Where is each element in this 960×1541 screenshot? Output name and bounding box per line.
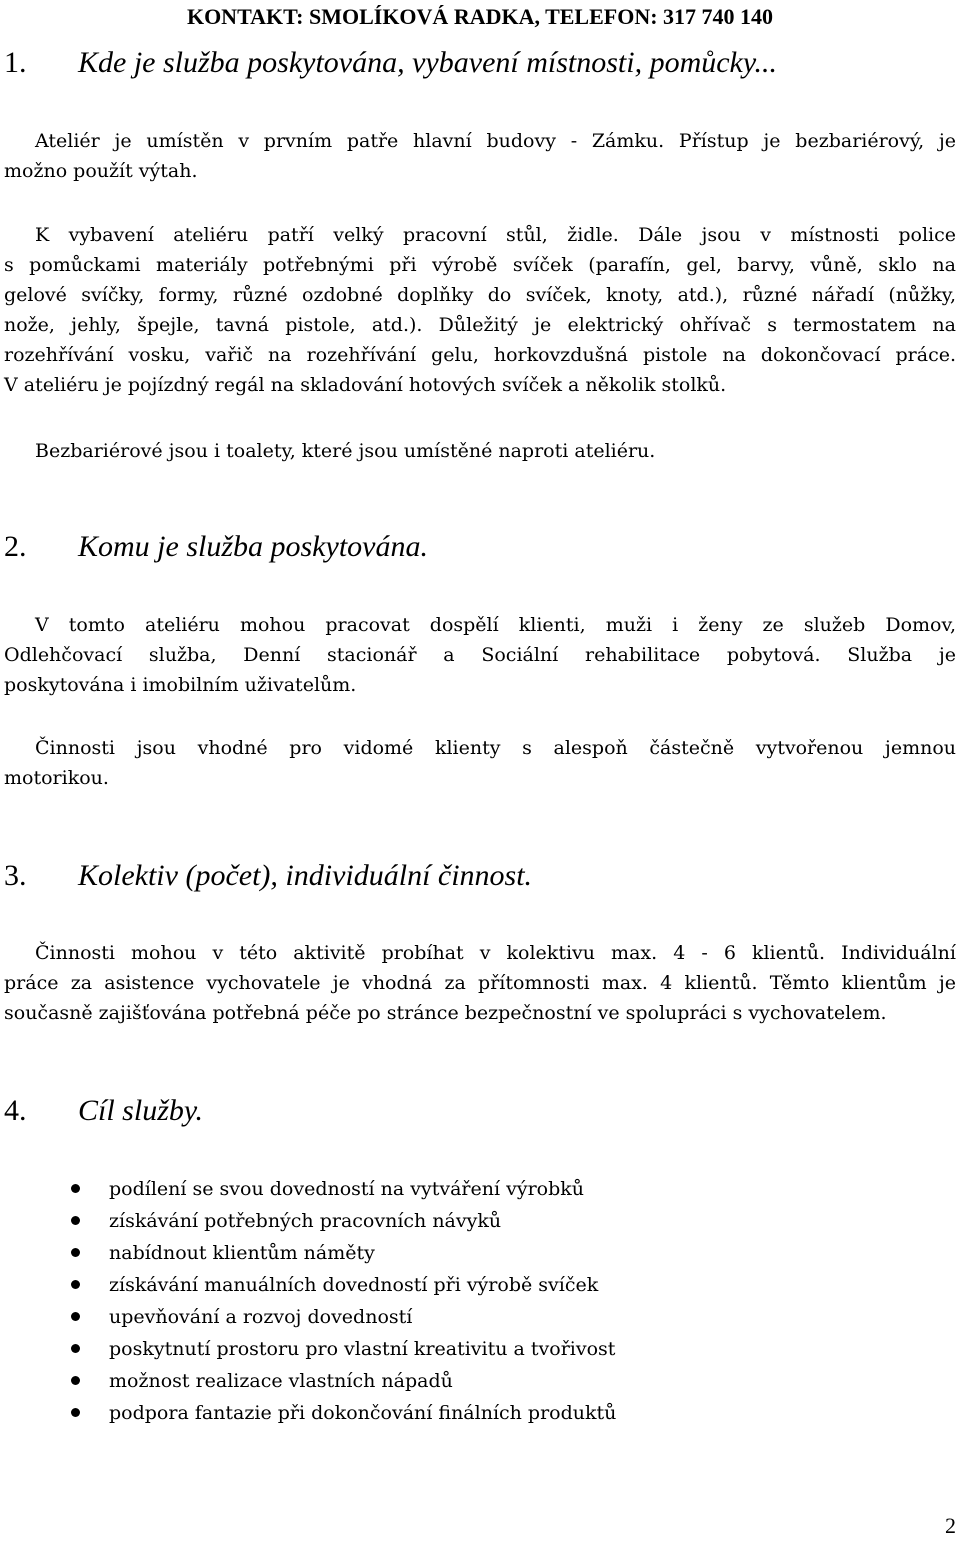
paragraph-line: práce za asistence vychovatele je vhodná za přítomnosti max. 4 klientů. Těmto klientům je (4, 972, 956, 994)
list-item (0, 1205, 616, 1237)
list-item-text: získávání manuálních dovedností při výrobě svíček (109, 1274, 599, 1296)
list-item (0, 1397, 616, 1429)
bullet-icon (71, 1312, 80, 1321)
list-item-text: podílení se svou dovedností na vytváření výrobků (109, 1178, 585, 1200)
bullet-icon (71, 1248, 80, 1257)
paragraph (4, 436, 956, 466)
paragraph-line: současně zajišťována potřebná péče po stránce bezpečnostní ve spolupráci s vychovatelem. (4, 1002, 887, 1024)
section-title: Kde je služba poskytována, vybavení místnosti, pomůcky... (78, 46, 778, 79)
paragraph-line: V tomto ateliéru mohou pracovat dospělí klienti, muži i ženy ze služeb Domov, (35, 614, 956, 636)
list-item-text: upevňování a rozvoj dovedností (109, 1306, 413, 1328)
section-heading-4 (4, 1094, 203, 1128)
list-item-text: získávání potřebných pracovních návyků (109, 1210, 502, 1232)
page-number: 2 (945, 1513, 956, 1538)
paragraph (4, 126, 956, 186)
paragraph-line: K vybavení ateliéru patří velký pracovní stůl, židle. Dále jsou v místnosti police (35, 224, 956, 246)
paragraph-line: gelové svíčky, formy, různé ozdobné doplňky do svíček, knoty, atd.), různé nářadí (nůžky, (4, 284, 956, 306)
list-item-text: podpora fantazie při dokončování finálních produktů (109, 1402, 617, 1424)
bullet-icon (71, 1376, 80, 1385)
paragraph-line: nože, jehly, špejle, tavná pistole, atd.). Důležitý je elektrický ohřívač s termostatem na (4, 314, 956, 336)
list-item (0, 1237, 616, 1269)
bullet-icon (71, 1216, 80, 1225)
paragraph (4, 733, 956, 793)
paragraph-line: motorikou. (4, 767, 109, 789)
paragraph-line: V ateliéru je pojízdný regál na skladování hotových svíček a několik stolků. (4, 374, 727, 396)
section-heading-2 (4, 530, 428, 564)
section-number: 2. (4, 530, 27, 563)
list-item (0, 1269, 616, 1301)
paragraph-line: možno použít výtah. (4, 160, 198, 182)
list-item (0, 1301, 616, 1333)
list-item (0, 1365, 616, 1397)
section-title: Kolektiv (počet), individuální činnost. (78, 859, 533, 892)
section-heading-3 (4, 859, 532, 893)
paragraph-line: Činnosti jsou vhodné pro vidomé klienty s alespoň částečně vytvořenou jemnou (35, 737, 956, 759)
list-item-text: nabídnout klientům náměty (109, 1242, 375, 1264)
section-heading-1 (4, 46, 777, 80)
paragraph-line: Bezbariérové jsou i toalety, které jsou umístěné naproti ateliéru. (35, 440, 656, 462)
paragraph-line: Ateliér je umístěn v prvním patře hlavní budovy - Zámku. Přístup je bezbariérový, je (35, 130, 956, 152)
list-item-text: možnost realizace vlastních nápadů (109, 1370, 453, 1392)
paragraph-line: Činnosti mohou v této aktivitě probíhat v kolektivu max. 4 - 6 klientů. Individuální (35, 942, 956, 964)
paragraph-line: Odlehčovací služba, Denní stacionář a Sociální rehabilitace pobytová. Služba je (4, 644, 956, 666)
section-number: 4. (4, 1094, 27, 1127)
paragraph (4, 220, 956, 400)
goals-list (0, 1173, 616, 1429)
bullet-icon (71, 1344, 80, 1353)
section-title: Cíl služby. (78, 1094, 204, 1127)
list-item (0, 1173, 616, 1205)
section-number: 3. (4, 859, 27, 892)
paragraph (4, 938, 956, 1028)
section-number: 1. (4, 46, 27, 79)
paragraph (4, 610, 956, 700)
list-item (0, 1333, 616, 1365)
paragraph-line: rozehřívání vosku, vařič na rozehřívání gelu, horkovzdušná pistole na dokončovací práce. (4, 344, 956, 366)
bullet-icon (71, 1280, 80, 1289)
bullet-icon (71, 1184, 80, 1193)
bullet-icon (71, 1408, 80, 1417)
contact-line: KONTAKT: SMOLÍKOVÁ RADKA, TELEFON: 317 740 140 (186, 4, 774, 29)
paragraph-line: poskytována i imobilním uživatelům. (4, 674, 357, 696)
paragraph-line: s pomůckami materiály potřebnými při výrobě svíček (parafín, gel, barvy, vůně, sklo na (4, 254, 956, 276)
section-title: Komu je služba poskytována. (78, 530, 428, 563)
list-item-text: poskytnutí prostoru pro vlastní kreativitu a tvořivost (109, 1338, 616, 1360)
